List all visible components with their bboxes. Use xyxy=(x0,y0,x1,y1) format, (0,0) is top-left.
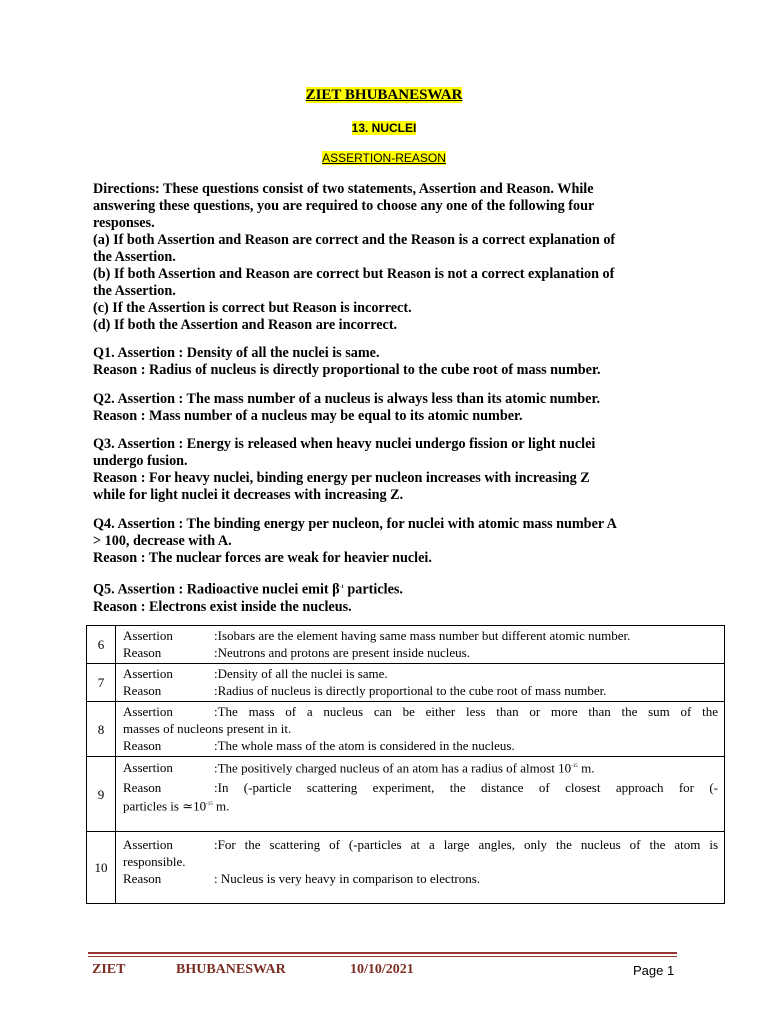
reason-label: Reason xyxy=(123,645,162,660)
row-number: 8 xyxy=(87,702,116,757)
assertion-text: :Isobars are the element having same mass number but different atomic number. xyxy=(214,628,631,643)
question-2 xyxy=(93,391,683,425)
q5-reason: Reason : Electrons exist inside the nucleus. xyxy=(93,598,352,615)
q3-reason-cont: while for light nuclei it decreases with increasing Z. xyxy=(93,487,404,503)
assertion-line xyxy=(123,758,718,776)
question-5 xyxy=(93,579,683,616)
reason-label: Reason xyxy=(123,780,162,796)
q4-reason: Reason : The nuclear forces are weak for heavier nuclei. xyxy=(93,550,432,566)
reason-line xyxy=(123,870,718,887)
chapter-text: 13. NUCLEI xyxy=(351,121,417,135)
q2-assertion: Q2. Assertion : The mass number of a nucleus is always less than its atomic number. xyxy=(93,391,600,407)
assertion-line xyxy=(123,836,718,853)
assertion-label: Assertion xyxy=(123,760,173,776)
q4-assertion: Q4. Assertion : The binding energy per nucleon, for nuclei with atomic mass number A xyxy=(93,516,617,532)
footer-date: 10/10/2021 xyxy=(350,962,414,977)
chapter-heading xyxy=(0,121,768,135)
q5-assertion xyxy=(93,579,683,599)
q1-reason: Reason : Radius of nucleus is directly proportional to the cube root of mass number. xyxy=(93,362,601,378)
reason-line xyxy=(123,682,718,699)
footer-divider xyxy=(88,952,677,954)
table-row xyxy=(87,702,725,757)
assertion-unit: m. xyxy=(577,760,595,776)
option-b: (b) If both Assertion and Reason are correct but Reason is not a correct explanation of xyxy=(93,266,615,282)
reason-unit: m. xyxy=(212,798,230,814)
reason-label: Reason xyxy=(123,871,162,886)
option-a: (a) If both Assertion and Reason are correct and the Reason is a correct explanation of xyxy=(93,232,616,248)
option-b-cont: the Assertion. xyxy=(93,283,176,299)
reason-cont xyxy=(123,796,718,814)
title-text: ZIET BHUBANESWAR xyxy=(305,87,463,103)
reason-line xyxy=(123,737,718,754)
row-number: 9 xyxy=(87,757,116,832)
q4-assertion-cont: > 100, decrease with A. xyxy=(93,533,232,549)
assertion-text: :For the scattering of (-particles at a large angles, only the nucleus of the atom is xyxy=(214,837,718,852)
assertion-text: :The positively charged nucleus of an atom has a radius of almost 10 xyxy=(214,760,572,776)
assertion-text: :Density of all the nuclei is same. xyxy=(214,666,388,681)
reason-text: :In (-particle scattering experiment, the distance of closest approach for (- xyxy=(214,780,718,796)
footer-org: ZIET xyxy=(92,962,126,977)
assertion-cont: responsible. xyxy=(123,854,186,869)
q5-assertion-tail: particles. xyxy=(343,581,403,598)
q5-assertion-text: Q5. Assertion : Radioactive nuclei emit β xyxy=(93,581,340,598)
row-number: 6 xyxy=(87,626,116,664)
row-content xyxy=(116,757,725,832)
reason-text: : Nucleus is very heavy in comparison to electrons. xyxy=(214,871,481,886)
row-content xyxy=(116,626,725,664)
question-3 xyxy=(93,436,683,504)
q3-assertion-cont: undergo fusion. xyxy=(93,453,188,469)
row-content xyxy=(116,832,725,904)
table-row xyxy=(87,757,725,832)
directions-line: answering these questions, you are required to choose any one of the following four xyxy=(93,198,595,214)
footer-city: BHUBANESWAR xyxy=(176,962,286,977)
section-heading xyxy=(0,151,768,165)
option-c: (c) If the Assertion is correct but Reason is incorrect. xyxy=(93,300,412,316)
assertion-reason-table xyxy=(86,625,725,904)
assertion-line xyxy=(123,665,718,682)
reason-cont-text: particles is ≃10 xyxy=(123,798,207,814)
q3-reason: Reason : For heavy nuclei, binding energy per nucleon increases with increasing Z xyxy=(93,470,590,486)
q5-superscript: -1 xyxy=(339,585,344,590)
table-row xyxy=(87,664,725,702)
page-number: Page 1 xyxy=(633,963,675,978)
option-d: (d) If both the Assertion and Reason are incorrect. xyxy=(93,317,398,333)
directions-block xyxy=(93,181,683,334)
directions-line: responses. xyxy=(93,215,155,231)
assertion-line xyxy=(123,703,718,720)
row-content xyxy=(116,664,725,702)
exponent: -15 xyxy=(206,802,213,808)
option-a-cont: the Assertion. xyxy=(93,249,176,265)
row-number: 10 xyxy=(87,832,116,904)
q1-assertion: Q1. Assertion : Density of all the nuclei is same. xyxy=(93,345,380,361)
reason-line xyxy=(123,779,718,796)
section-text: ASSERTION-REASON xyxy=(322,151,446,165)
question-1 xyxy=(93,345,683,379)
table-row xyxy=(87,832,725,904)
reason-text: :Neutrons and protons are present inside nucleus. xyxy=(214,645,470,660)
reason-text: :Radius of nucleus is directly proportional to the cube root of mass number. xyxy=(214,683,607,698)
assertion-label: Assertion xyxy=(123,837,173,852)
table-row xyxy=(87,626,725,664)
row-number: 7 xyxy=(87,664,116,702)
reason-text: :The whole mass of the atom is considered in the nucleus. xyxy=(214,738,515,753)
q2-reason: Reason : Mass number of a nucleus may be equal to its atomic number. xyxy=(93,408,523,424)
reason-label: Reason xyxy=(123,683,162,698)
assertion-text: :The mass of a nucleus can be either less than or more than the sum of the xyxy=(214,704,718,719)
assertion-line xyxy=(123,627,718,644)
question-4 xyxy=(93,516,683,567)
document-title xyxy=(0,87,768,104)
row-content xyxy=(116,702,725,757)
reason-line xyxy=(123,644,718,661)
assertion-label: Assertion xyxy=(123,666,173,681)
reason-label: Reason xyxy=(123,738,162,753)
directions-line: Directions: These questions consist of two statements, Assertion and Reason. While xyxy=(93,181,594,197)
footer-divider-thin xyxy=(88,956,677,957)
assertion-label: Assertion xyxy=(123,704,173,719)
assertion-cont: masses of nucleons present in it. xyxy=(123,721,292,736)
q3-assertion: Q3. Assertion : Energy is released when heavy nuclei undergo fission or light nuclei xyxy=(93,436,596,452)
exponent: -15 xyxy=(571,764,578,769)
assertion-label: Assertion xyxy=(123,628,173,643)
